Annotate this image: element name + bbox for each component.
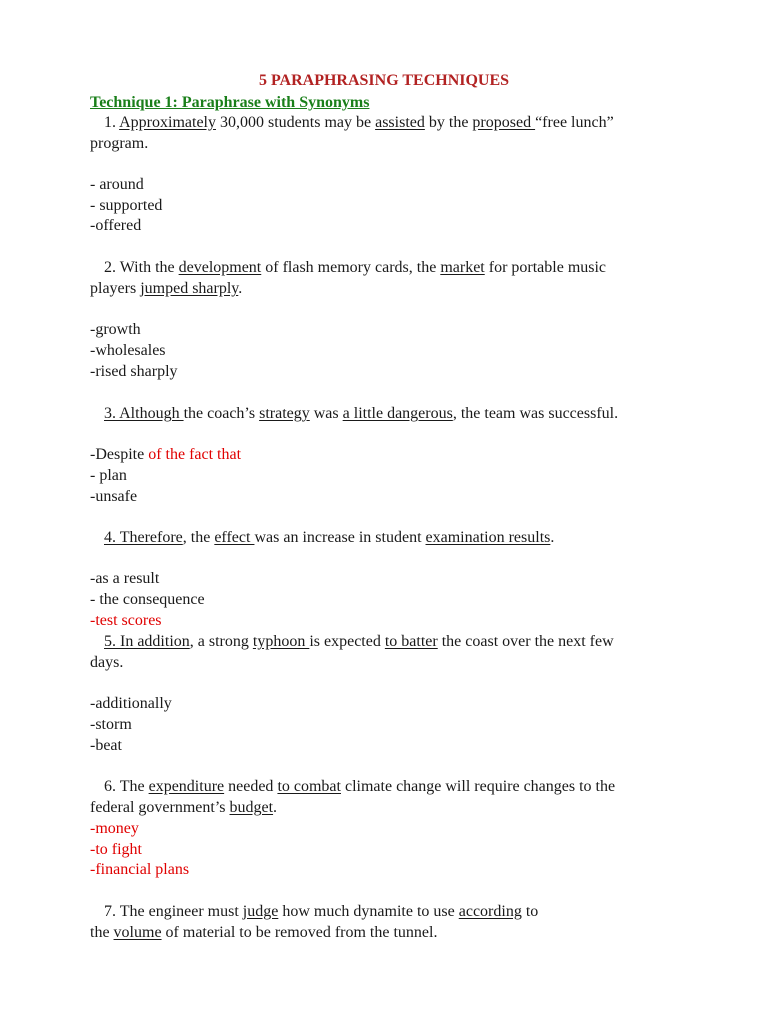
answer-2-2: -wholesales xyxy=(90,342,166,359)
answer-3-2: - plan xyxy=(90,467,127,484)
question-1-line-1: 1. Approximately 30,000 students may be assisted by the proposed “free lunch” xyxy=(104,114,614,131)
question-4-line-1: 4. Therefore, the effect was an increase in student examination results. xyxy=(104,529,555,546)
question-6-line-1: 6. The expenditure needed to combat climate change will require changes to the xyxy=(104,778,616,795)
answer-6-1: -money xyxy=(90,820,139,837)
document-title: 5 PARAPHRASING TECHNIQUES xyxy=(258,72,510,89)
question-6-line-2: federal government’s budget. xyxy=(90,799,278,816)
answer-6-3: -financial plans xyxy=(90,861,190,878)
answer-2-1: -growth xyxy=(90,321,141,338)
answer-5-3: -beat xyxy=(90,737,122,754)
answer-3-1: -Despite of the fact that xyxy=(90,446,242,463)
question-1-line-2: program. xyxy=(90,135,149,152)
answer-4-3: -test scores xyxy=(90,612,162,629)
answer-5-2: -storm xyxy=(90,716,132,733)
technique-heading: Technique 1: Paraphrase with Synonyms xyxy=(90,94,370,111)
answer-4-1: -as a result xyxy=(90,570,160,587)
answer-4-2: - the consequence xyxy=(90,591,205,608)
answer-1-2: - supported xyxy=(90,197,163,214)
question-5-line-1: 5. In addition, a strong typhoon is expected to batter the coast over the next few xyxy=(104,633,614,650)
question-7-line-1: 7. The engineer must judge how much dynamite to use according to xyxy=(104,903,539,920)
answer-5-1: -additionally xyxy=(90,695,172,712)
answer-3-3: -unsafe xyxy=(90,488,138,505)
answer-2-3: -rised sharply xyxy=(90,363,178,380)
answer-1-3: -offered xyxy=(90,217,142,234)
answer-1-1: - around xyxy=(90,176,144,193)
question-5-line-2: days. xyxy=(90,654,124,671)
question-7-line-2: the volume of material to be removed from the tunnel. xyxy=(90,924,438,941)
question-2-line-2: players jumped sharply. xyxy=(90,280,243,297)
question-3-line-1: 3. Although the coach’s strategy was a little dangerous, the team was successful. xyxy=(104,405,619,422)
question-2-line-1: 2. With the development of flash memory cards, the market for portable music xyxy=(104,259,607,276)
answer-6-2: -to fight xyxy=(90,841,142,858)
